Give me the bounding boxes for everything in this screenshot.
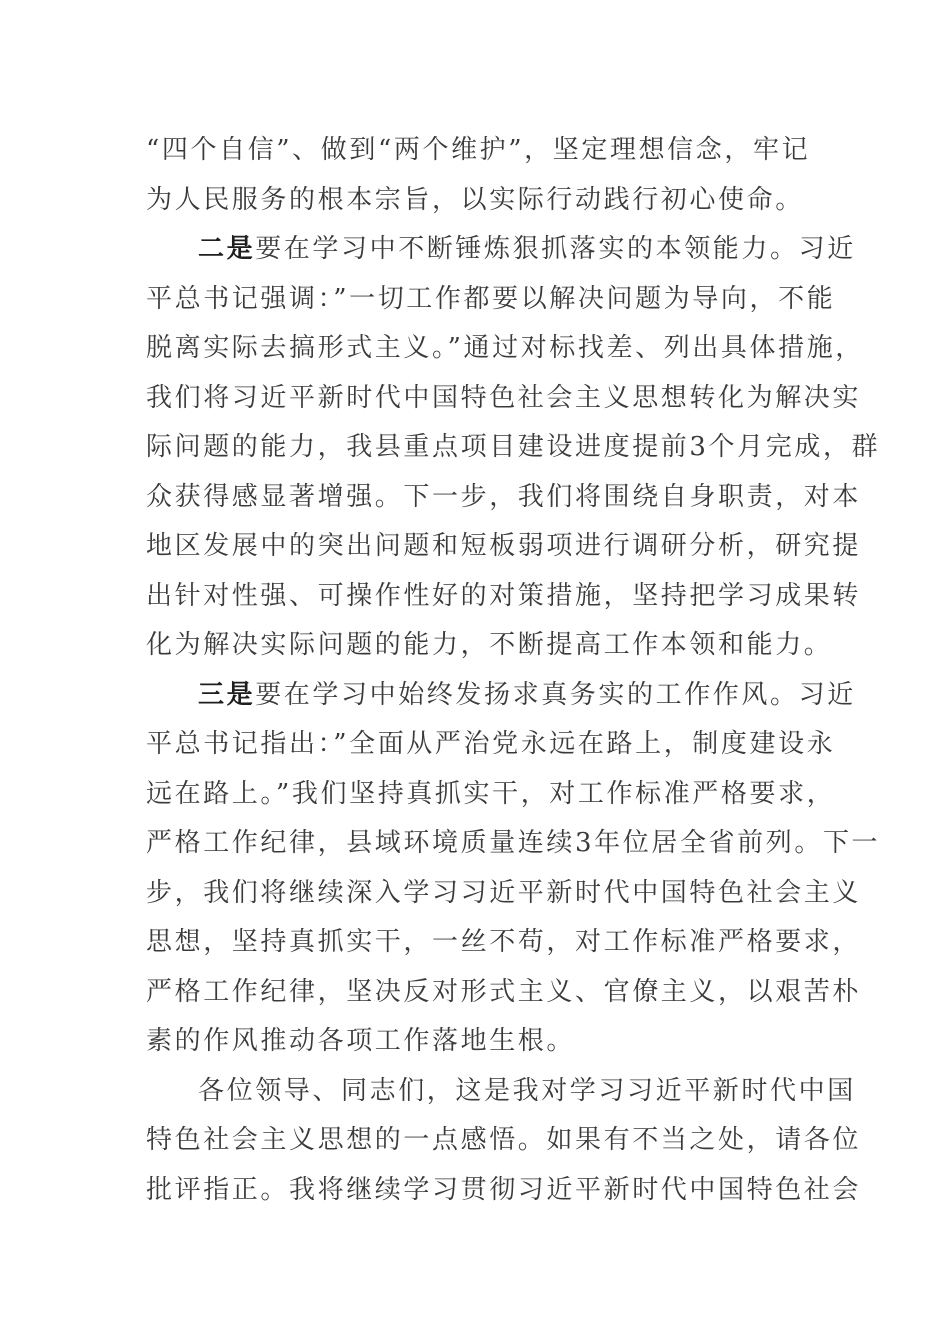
paragraph-point-three bbox=[146, 671, 881, 1067]
text-line: 素的作风推动各项工作落地生根。 bbox=[146, 1026, 576, 1056]
text-line: 平总书记强调：”一切工作都要以解决问题为导向，不能 bbox=[146, 283, 836, 314]
text-span: 要在学习中不断锤炼狠抓落实的本领能力。习近 bbox=[255, 234, 856, 264]
text-line: 地区发展中的突出问题和短板弱项进行调研分析，研究提 bbox=[146, 531, 862, 561]
paragraph-first-line bbox=[146, 225, 856, 275]
paragraph-lead: 二是 bbox=[198, 234, 256, 264]
text-line: 严格工作纪律，县域环境质量连续3年位居全省前列。下一 bbox=[146, 828, 881, 858]
text-line: 我们将习近平新时代中国特色社会主义思想转化为解决实 bbox=[146, 382, 862, 413]
text-line: 化为解决实际问题的能力，不断提高工作本领和能力。 bbox=[146, 630, 833, 660]
text-column bbox=[146, 126, 881, 1215]
text-line: 远在路上。”我们坚持真抓实干，对工作标准严格要求， bbox=[146, 778, 836, 809]
text-line: 为人民服务的根本宗旨，以实际行动践行初心使命。 bbox=[146, 184, 804, 215]
text-line: “四个自信”、做到“两个维护”，坚定理想信念，牢记 bbox=[146, 135, 811, 165]
text-line: 批评指正。我将继续学习贯彻习近平新时代中国特色社会 bbox=[146, 1174, 862, 1205]
text-line: 思想，坚持真抓实干，一丝不苟，对工作标准严格要求， bbox=[146, 927, 862, 957]
text-line: 出针对性强、可操作性好的对策措施，坚持把学习成果转 bbox=[146, 580, 862, 611]
text-line: 际问题的能力，我县重点项目建设进度提前3个月完成，群 bbox=[146, 432, 881, 462]
text-line: 特色社会主义思想的一点感悟。如果有不当之处，请各位 bbox=[146, 1125, 862, 1155]
text-span: 要在学习中始终发扬求真务实的工作作风。习近 bbox=[255, 679, 856, 710]
text-line: 众获得感显著增强。下一步，我们将围绕自身职责，对本 bbox=[146, 481, 862, 512]
paragraph-closing bbox=[146, 1067, 862, 1216]
paragraph-lead: 三是 bbox=[198, 679, 256, 710]
paragraph-point-two bbox=[146, 225, 881, 671]
text-line: 平总书记指出：”全面从严治党永远在路上，制度建设永 bbox=[146, 729, 836, 759]
text-line: 严格工作纪律，坚决反对形式主义、官僚主义，以艰苦朴 bbox=[146, 976, 862, 1007]
paragraph-first-line bbox=[146, 671, 856, 721]
paragraph-continuation bbox=[146, 126, 816, 225]
text-line: 脱离实际去搞形式主义。”通过对标找差、列出具体措施， bbox=[146, 333, 864, 363]
paragraph-first-line: 各位领导、同志们，这是我对学习习近平新时代中国 bbox=[198, 1075, 856, 1106]
text-line: 步，我们将继续深入学习习近平新时代中国特色社会主义 bbox=[146, 877, 862, 908]
